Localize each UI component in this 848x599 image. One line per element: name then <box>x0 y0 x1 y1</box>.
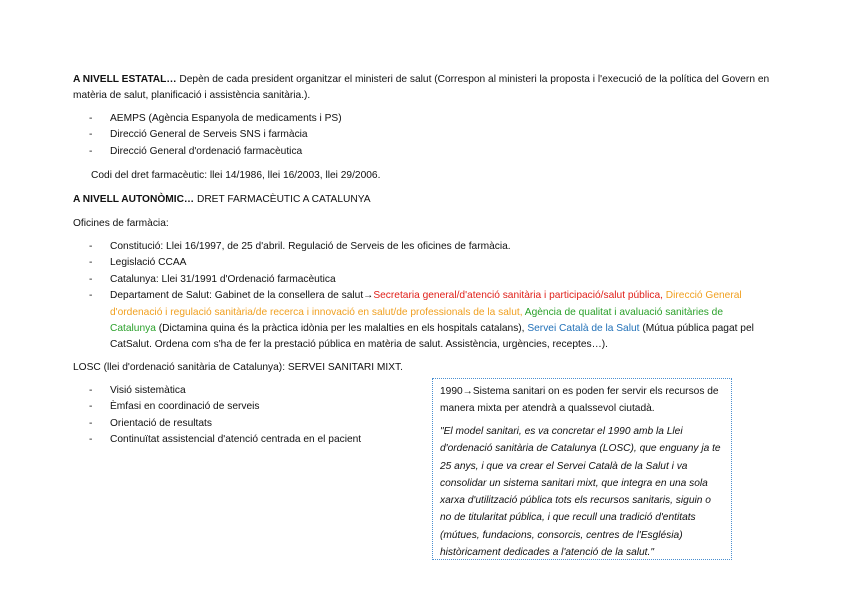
autonomic-list <box>89 239 769 354</box>
box-intro: 1990→Sistema sanitari on es poden fer servir els recursos de manera mixta per atendrà a qualssevol ciutadà. <box>440 386 719 414</box>
list-item: - Catalunya: Llei 31/1991 d'Ordenació farmacèutica <box>89 272 769 288</box>
departament-intro: Departament de Salut: Gabinet de la consellera de salut→ <box>110 290 374 302</box>
dictamina-text: (Dictamina quina és la pràctica idònia per les malalties en els hospitals catalans), <box>155 323 525 335</box>
losc-heading: LOSC (llei d'ordenació sanitària de Catalunya): SERVEI SANITARI MIXT. <box>73 362 403 373</box>
agencia-text: Agència de qualitat i avaluació sanitàries de Catalunya <box>110 306 724 335</box>
estatal-text: Depèn de cada president organitzar el ministeri de salut (Correspon al ministeri la proposta i l'execució de la política del Govern en matèria de salut, planificació i assistència sanitària.). <box>73 74 770 101</box>
estatal-paragraph <box>73 72 773 104</box>
estatal-list <box>89 111 769 160</box>
list-item: - Direcció General d'ordenació farmacèutica <box>89 144 769 160</box>
list-item: - Èmfasi en coordinació de serveis <box>89 399 419 415</box>
list-item: - Continuïtat assistencial d'atenció centrada en el pacient <box>89 432 419 448</box>
list-item: - Legislació CCAA <box>89 255 769 271</box>
list-item: - Visió sistemàtica <box>89 383 419 399</box>
list-item-departament <box>89 288 769 354</box>
autonomic-heading: A NIVELL AUTONÒMIC… <box>73 194 195 205</box>
losc-note-box <box>432 378 732 560</box>
mutua-text: (Mútua pública pagat pel CatSalut. Ordena com s'ha de fer la prestació pública en matèria de salut. Assistència, urgències, receptes…). <box>110 323 754 351</box>
box-quote: "El model sanitari, es va concretar el 1990 amb la Llei d'ordenació sanitària de Catalunya (LOSC), que enguany ja te 25 anys, i que va crear el Servei Català de la Salut i va consolidar un sistema sanitari mixt, que integra en una sola xarxa d'utilització pública tots els recursos sanitaris, siguin o no de titularitat pública, i que recull una tradició d'entitats (mútues, fundacions, consorcis, centres de l'Església) històricament dedicades a l'atenció de la salut." <box>440 426 721 559</box>
losc-list <box>89 383 419 449</box>
direccio-text: Direcció General d'ordenació i regulació sanitària/de recerca i innovació en salut/de professionals de la salut, <box>110 290 742 318</box>
secretaria-text: Secretaria general/d'atenció sanitària i participació/salut pública, <box>373 290 663 302</box>
servei-text: Servei Català de la Salut <box>524 323 640 335</box>
list-item: - AEMPS (Agència Espanyola de medicaments i PS) <box>89 111 769 127</box>
list-item: - Direcció General de Serveis SNS i farmàcia <box>89 127 769 143</box>
estatal-heading: A NIVELL ESTATAL… <box>73 74 177 85</box>
oficines-label: Oficines de farmàcia: <box>73 218 169 229</box>
codi-dret: Codi del dret farmacèutic: llei 14/1986, llei 16/2003, llei 29/2006. <box>91 170 381 181</box>
autonomic-paragraph <box>73 192 773 208</box>
list-item: - Orientació de resultats <box>89 416 419 432</box>
list-item: - Constitució: Llei 16/1997, de 25 d'abril. Regulació de Serveis de les oficines de farmàcia. <box>89 239 769 255</box>
autonomic-text: DRET FARMACÈUTIC A CATALUNYA <box>194 194 371 205</box>
